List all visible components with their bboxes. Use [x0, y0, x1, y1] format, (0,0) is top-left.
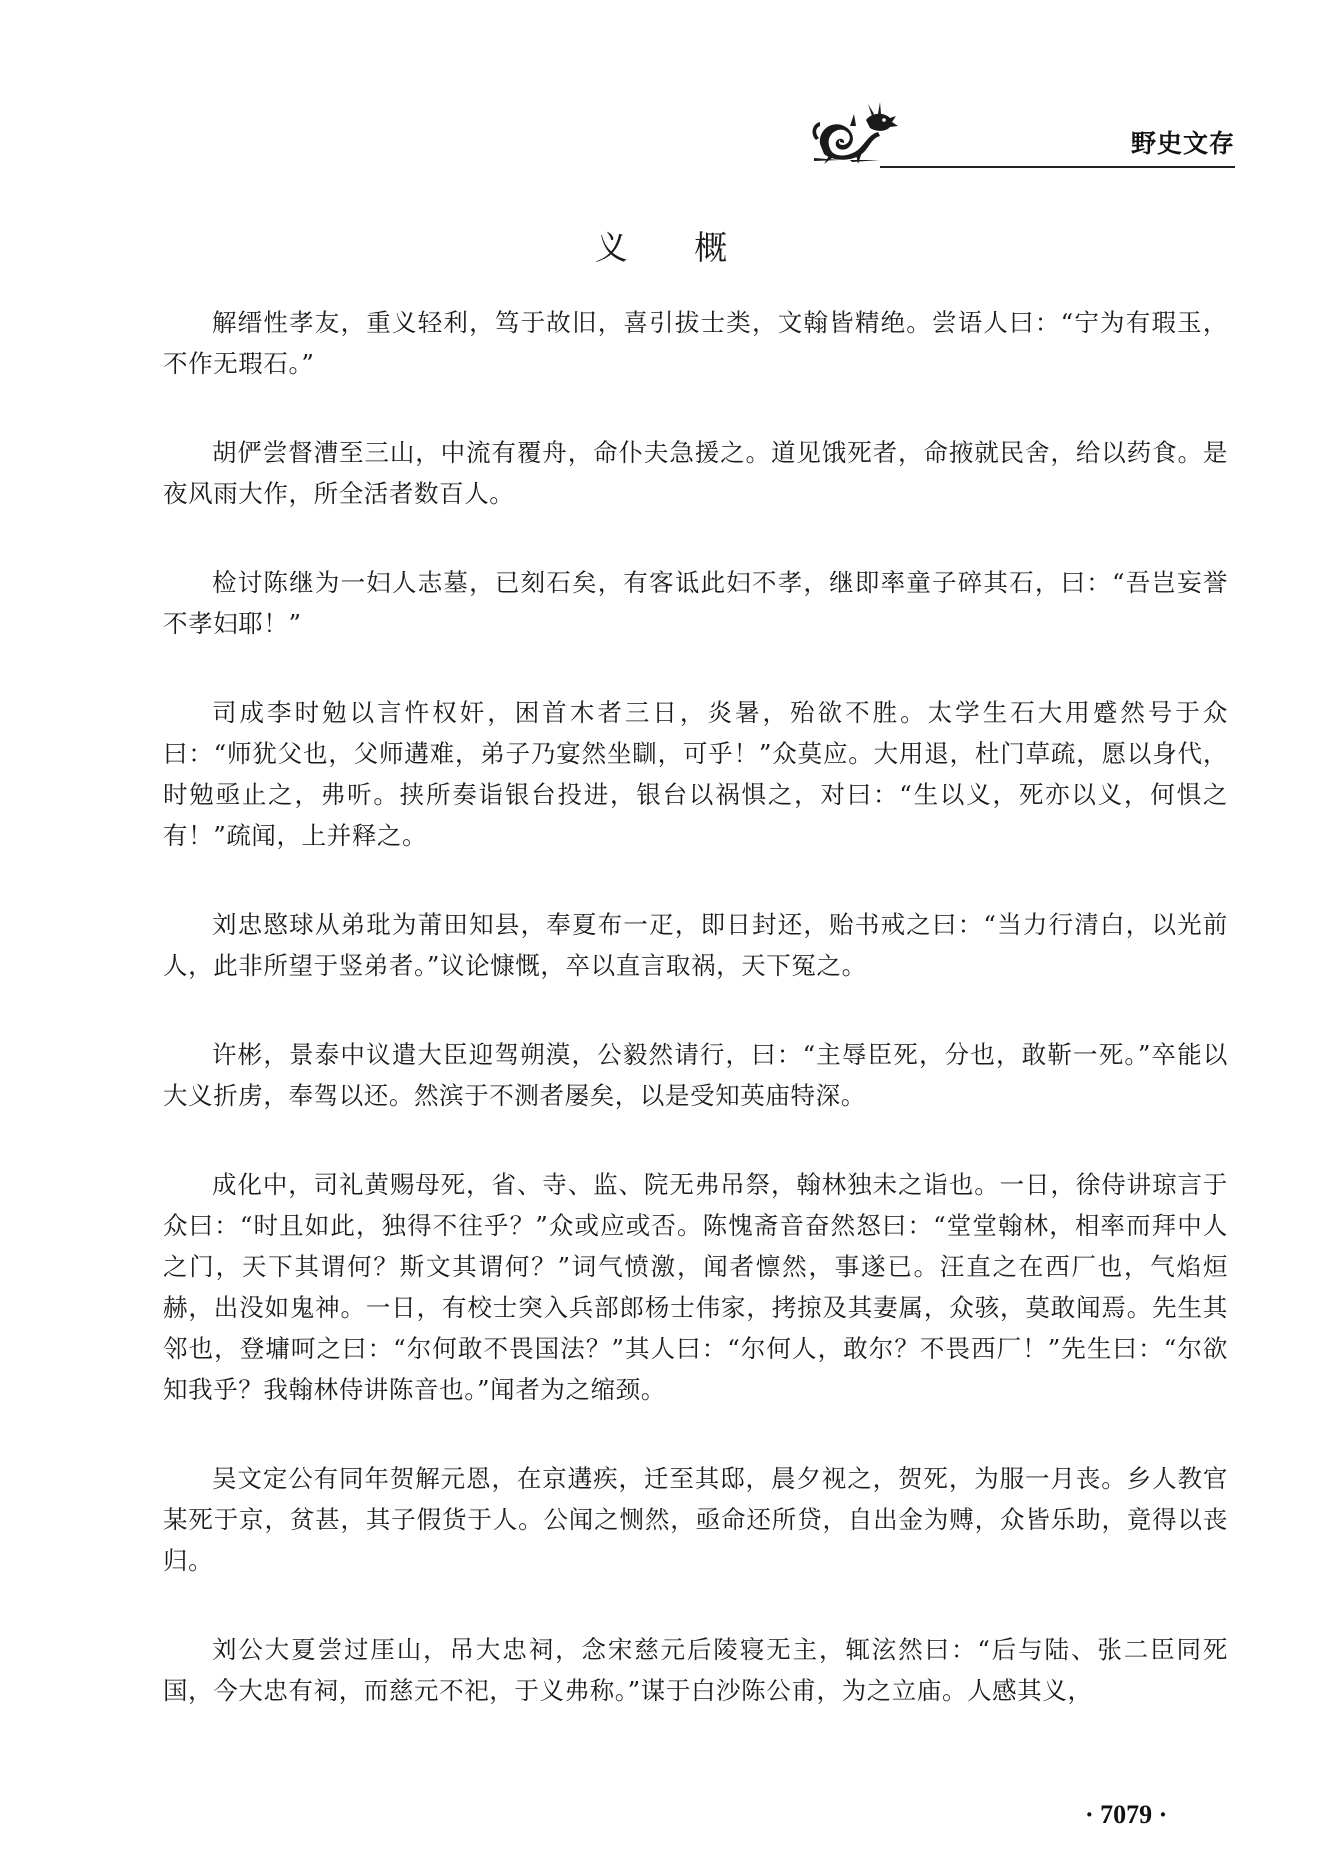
paragraph: 刘忠愍球从弟玭为莆田知县，奉夏布一疋，即日封还，贻书戒之曰：“当力行清白，以光前人，此非所望于竖弟者。”议论慷慨，卒以直言取祸，天下冤之。 — [163, 910, 1228, 980]
paragraph: 刘公大夏尝过厓山，吊大忠祠，念宋慈元后陵寝无主，辄泫然曰：“后与陆、张二臣同死国，今大忠有祠，而慈元不祀，于义弗称。”谋于白沙陈公甫，为之立庙。人感其义， — [163, 1635, 1228, 1705]
paragraph: 解缙性孝友，重义轻利，笃于故旧，喜引拔士类，文翰皆精绝。尝语人曰：“宁为有瑕玉，不作无瑕石。” — [163, 308, 1228, 378]
paragraph: 检讨陈继为一妇人志墓，已刻石矣，有客诋此妇不孝，继即率童子碎其石，曰：“吾岂妄誉不孝妇耶！” — [163, 568, 1228, 638]
paragraph: 胡俨尝督漕至三山，中流有覆舟，命仆夫急援之。道见饿死者，命掖就民舍，给以药食。是夜风雨大作，所全活者数百人。 — [163, 438, 1228, 508]
paragraph: 成化中，司礼黄赐母死，省、寺、监、院无弗吊祭，翰林独未之诣也。一日，徐侍讲琼言于众曰：“时且如此，独得不往乎？”众或应或否。陈愧斋音奋然怒曰：“堂堂翰林，相率而拜中人之门，天下其谓何？斯文其谓何？”词气愤激，闻者懔然，事遂已。汪直之在西厂也，气焰烜赫，出没如鬼神。一日，有校士突入兵部郎杨士伟家，拷掠及其妻属，众骇，莫敢闻焉。先生其邻也，登墉呵之曰：“尔何敢不畏国法？”其人曰：“尔何人，敢尔？不畏西厂！”先生曰：“尔欲知我乎？我翰林侍讲陈音也。”闻者为之缩颈。 — [163, 1170, 1228, 1404]
chapter-title: 义 概 — [594, 228, 756, 267]
running-header — [810, 100, 1235, 170]
page-number: · 7079 · — [1085, 1800, 1168, 1829]
series-title: 野史文存 — [1130, 129, 1235, 158]
dragon-icon — [810, 100, 900, 166]
paragraph: 许彬，景泰中议遣大臣迎驾朔漠，公毅然请行，曰：“主辱臣死，分也，敢靳一死。”卒能以大义折虏，奉驾以还。然滨于不测者屡矣，以是受知英庙特深。 — [163, 1040, 1228, 1110]
paragraph: 吴文定公有同年贺解元恩，在京遘疾，迁至其邸，晨夕视之，贺死，为服一月丧。乡人教官某死于京，贫甚，其子假货于人。公闻之恻然，亟命还所贷，自出金为赙，众皆乐助，竟得以丧归。 — [163, 1464, 1228, 1575]
header-rule — [880, 166, 1235, 168]
body-text — [163, 302, 1228, 1759]
paragraph: 司成李时勉以言忤权奸，困首木者三日，炎暑，殆欲不胜。太学生石大用蹙然号于众曰：“师犹父也，父师遘难，弟子乃宴然坐瞓，可乎！”众莫应。大用退，杜门草疏，愿以身代，时勉亟止之，弗听。挟所奏诣银台投进，银台以祸惧之，对曰：“生以义，死亦以义，何惧之有！”疏闻，上并释之。 — [163, 698, 1228, 850]
